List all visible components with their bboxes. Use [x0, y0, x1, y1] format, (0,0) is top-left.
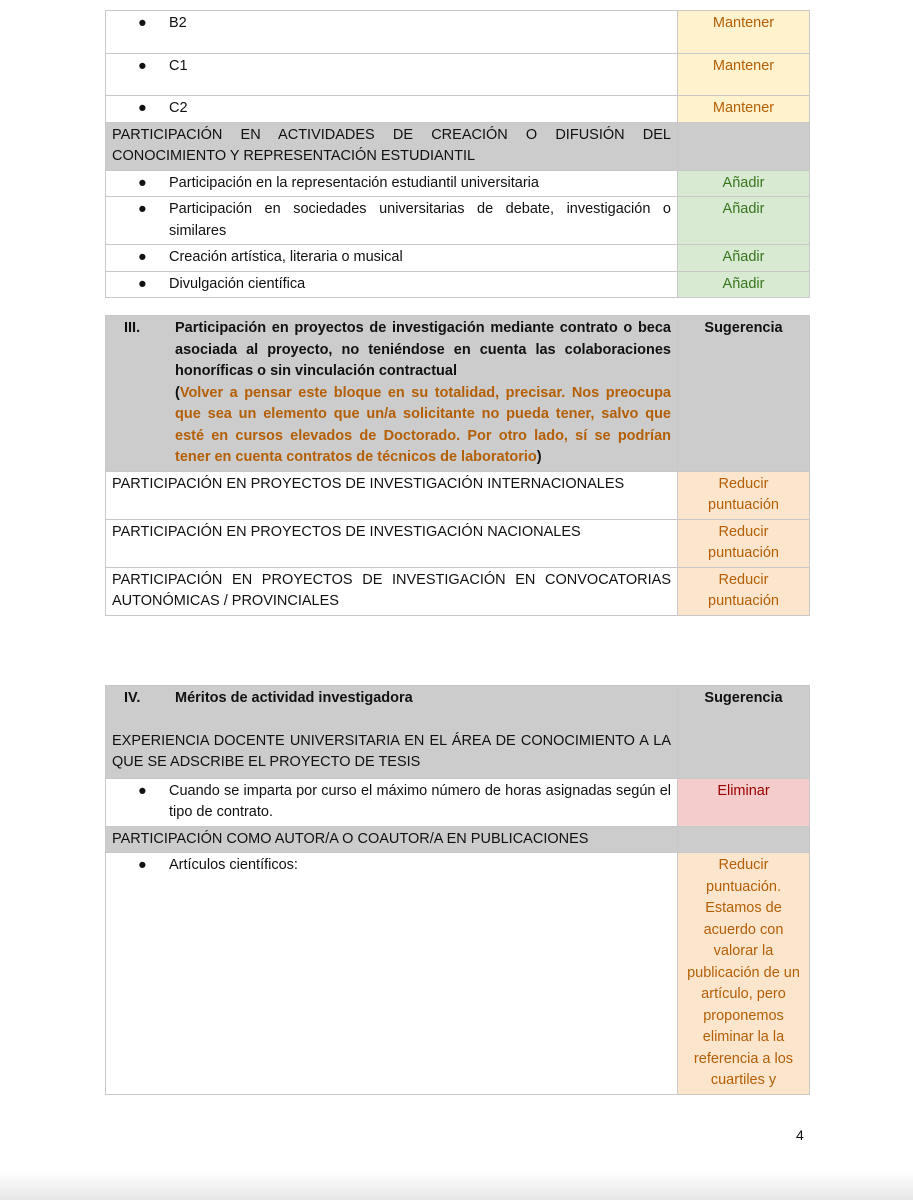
bullet: ● [138, 15, 147, 31]
suggestion-mantener: Mantener [678, 11, 810, 54]
item-cell [106, 96, 678, 123]
item-text: Creación artística, literaria o musical [169, 249, 403, 265]
category-title: PARTICIPACIÓN EN ACTIVIDADES DE CREACIÓN O DIFUSIÓN DEL CONOCIMIENTO Y REPRESENTACIÓN ESTUDIANTIL [106, 122, 678, 170]
bullet: ● [138, 249, 147, 265]
note-close-paren: ) [536, 449, 542, 465]
suggestion-header: Sugerencia [678, 686, 810, 779]
suggestion-header: Sugerencia [678, 316, 810, 472]
suggestion-anadir: Añadir [678, 271, 810, 298]
bullet: ● [138, 100, 147, 116]
section-number: IV. [124, 690, 141, 706]
item-text: Artículos científicos: [169, 857, 298, 873]
table-row [106, 778, 810, 826]
bullet: ● [138, 275, 147, 292]
row-label: PARTICIPACIÓN EN PROYECTOS DE INVESTIGACIÓN INTERNACIONALES [106, 471, 678, 519]
page-number: 4 [796, 1127, 804, 1143]
table-row [106, 245, 810, 272]
item-cell [106, 54, 678, 96]
item-text: Divulgación científica [169, 275, 306, 292]
item-cell [106, 197, 678, 245]
section-header-row [106, 686, 810, 779]
suggestion-reducir: Reducir puntuación [678, 471, 810, 519]
item-text: Cuando se imparta por curso el máximo número de horas asignadas según el tipo de contrato. [169, 782, 671, 820]
item-cell [106, 170, 678, 197]
table-language-and-participation [105, 10, 810, 298]
table-section-iv [105, 685, 810, 1095]
category-empty-cell [678, 122, 810, 170]
table-row [106, 170, 810, 197]
category-empty-cell [678, 826, 810, 853]
table-row [106, 54, 810, 96]
suggestion-reducir: Reducir puntuación [678, 567, 810, 615]
suggestion-reducir: Reducir puntuación [678, 519, 810, 567]
table-row [106, 567, 810, 615]
row-label: PARTICIPACIÓN EN PROYECTOS DE INVESTIGACIÓN NACIONALES [106, 519, 678, 567]
item-text: C1 [169, 58, 188, 74]
item-cell [106, 778, 678, 826]
suggestion-anadir: Añadir [678, 197, 810, 245]
suggestion-mantener: Mantener [678, 96, 810, 123]
item-cell [106, 853, 678, 1095]
section-header-row [106, 316, 810, 472]
page-bottom-edge [0, 1172, 913, 1200]
item-cell [106, 271, 678, 298]
item-cell [106, 11, 678, 54]
item-cell [106, 245, 678, 272]
table-row [106, 519, 810, 567]
suggestion-eliminar: Eliminar [678, 778, 810, 826]
bullet: ● [138, 174, 147, 191]
row-label: PARTICIPACIÓN EN PROYECTOS DE INVESTIGACIÓN EN CONVOCATORIAS AUTONÓMICAS / PROVINCIALES [106, 567, 678, 615]
section-title: Méritos de actividad investigadora [175, 690, 413, 706]
section-note: Volver a pensar este bloque en su totalidad, precisar. Nos preocupa que sea un elemento que un/a solicitante no pueda tener, salvo que esté en cursos elevados de Doctorado. Por otro lado, sí se podrían tener en cuenta contratos de técnicos de laboratorio [175, 384, 671, 465]
table-row [106, 853, 810, 1095]
note-open-paren: ( [175, 384, 180, 401]
table-section-iii [105, 315, 810, 616]
bullet: ● [138, 857, 147, 873]
suggestion-anadir: Añadir [678, 245, 810, 272]
table-row [106, 197, 810, 245]
item-text: Participación en sociedades universitarias de debate, investigación o similares [169, 201, 671, 239]
table-row [106, 271, 810, 298]
table-row [106, 96, 810, 123]
bullet: ● [138, 782, 147, 799]
section-header-cell [106, 686, 678, 779]
item-text: C2 [169, 100, 188, 116]
item-text: B2 [169, 15, 187, 31]
bullet: ● [138, 201, 147, 217]
section-number: III. [124, 320, 141, 336]
suggestion-mantener: Mantener [678, 54, 810, 96]
section-header-cell [106, 316, 678, 472]
suggestion-anadir: Añadir [678, 170, 810, 197]
table-row [106, 471, 810, 519]
category-title: PARTICIPACIÓN COMO AUTOR/A O COAUTOR/A EN PUBLICACIONES [106, 826, 678, 853]
table-row [106, 11, 810, 54]
section-title: Participación en proyectos de investigación mediante contrato o beca asociada al proyecto, no teniéndose en cuenta las colaboraciones honoríficas o sin vinculación contractual [175, 320, 671, 379]
category-row [106, 122, 810, 170]
bullet: ● [138, 58, 147, 74]
item-text: Participación en la representación estudiantil universitaria [169, 174, 539, 191]
section-subtitle: EXPERIENCIA DOCENTE UNIVERSITARIA EN EL ÁREA DE CONOCIMIENTO A LA QUE SE ADSCRIBE EL PROYECTO DE TESIS [112, 732, 671, 770]
category-row [106, 826, 810, 853]
suggestion-reducir: Reducir puntuación. Estamos de acuerdo con valorar la publicación de un artículo, pero proponemos eliminar la la referencia a los cuartiles y [678, 853, 810, 1095]
